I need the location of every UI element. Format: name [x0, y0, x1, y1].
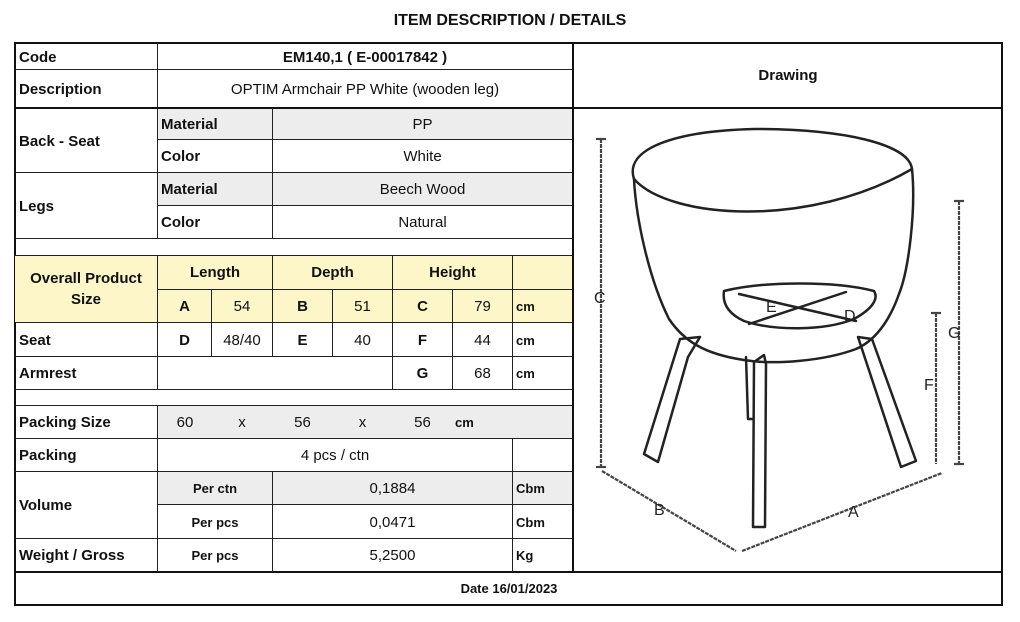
back-seat-material-label: Material	[161, 116, 218, 133]
armrest-label: Armrest	[19, 365, 77, 382]
packing-label: Packing	[19, 447, 77, 464]
back-seat-label: Back - Seat	[19, 132, 100, 150]
packing-unit: cm	[455, 415, 474, 430]
dim-value-a: 54	[233, 297, 251, 315]
chair-drawing	[574, 109, 1002, 571]
unit-cbm: Cbm	[516, 514, 545, 530]
dim-key-d: D	[179, 331, 190, 349]
volume-label: Volume	[19, 497, 73, 514]
chair-leg	[753, 355, 766, 527]
height-header: Height	[429, 264, 476, 281]
unit-cm: cm	[516, 298, 535, 314]
document-date: Date 16/01/2023	[460, 581, 558, 596]
dim-key-e: E	[297, 331, 308, 349]
dim-value-g: 68	[474, 365, 491, 382]
depth-header: Depth	[311, 264, 354, 281]
dim-key-b: B	[297, 297, 308, 315]
packing-height: 56	[414, 414, 431, 431]
length-header: Length	[190, 264, 240, 281]
back-seat-material: PP	[412, 116, 433, 133]
code-label: Code	[19, 48, 57, 66]
drawing-label-b: B	[654, 502, 665, 519]
unit-cm: cm	[516, 332, 535, 348]
chair-leg	[858, 337, 916, 467]
packing-times: x	[358, 414, 367, 431]
back-seat-color: White	[403, 147, 442, 165]
chair-leg	[746, 357, 752, 419]
weight-per-pcs-label: Per pcs	[191, 548, 239, 563]
description-label: Description	[19, 80, 102, 98]
legs-material: Beech Wood	[379, 181, 466, 198]
unit-kg: Kg	[516, 548, 534, 563]
legs-color-label: Color	[161, 213, 201, 231]
description-value: OPTIM Armchair PP White (wooden leg)	[230, 80, 500, 98]
packing-value: 4 pcs / ctn	[300, 447, 370, 464]
overall-size-label: Overall Product Size	[30, 270, 142, 308]
weight-value: 5,2500	[369, 547, 416, 564]
legs-material-label: Material	[161, 181, 218, 198]
chair-leg	[644, 337, 700, 462]
document-title: ITEM DESCRIPTION / DETAILS	[393, 12, 627, 29]
drawing-label-c: C	[594, 290, 606, 307]
weight-label: Weight / Gross	[19, 547, 125, 564]
dim-key-c: C	[417, 297, 428, 315]
drawing-label-e: E	[766, 299, 777, 316]
dim-key-a: A	[179, 297, 190, 315]
dim-value-d: 48/40	[223, 331, 261, 349]
per-pcs-label: Per pcs	[191, 514, 239, 530]
seat-label: Seat	[19, 331, 51, 349]
dim-value-f: 44	[474, 331, 491, 349]
volume-ctn: 0,1884	[369, 480, 416, 497]
packing-times: x	[238, 414, 246, 431]
dim-key-g: G	[416, 365, 429, 382]
drawing-label-g: G	[948, 325, 961, 342]
dim-value-e: 40	[354, 331, 371, 349]
dim-value-c: 79	[474, 297, 491, 315]
drawing-label: Drawing	[758, 67, 818, 84]
legs-label: Legs	[19, 197, 55, 215]
drawing-label-a: A	[848, 504, 859, 521]
packing-size-label: Packing Size	[19, 414, 111, 431]
code-value: EM140,1 ( E-00017842 )	[282, 48, 448, 66]
dim-key-f: F	[417, 331, 428, 349]
drawing-label-d: D	[844, 308, 856, 325]
dim-value-b: 51	[354, 297, 371, 315]
back-seat-color-label: Color	[161, 147, 201, 165]
chair-back-inner	[634, 169, 912, 212]
drawing-label-f: F	[924, 377, 934, 394]
unit-cbm: Cbm	[516, 481, 545, 496]
packing-width: 56	[294, 414, 311, 431]
unit-cm: cm	[516, 366, 535, 381]
legs-color: Natural	[398, 213, 447, 231]
packing-length: 60	[176, 414, 194, 431]
volume-pcs: 0,0471	[369, 513, 416, 531]
per-ctn-label: Per ctn	[192, 481, 238, 496]
